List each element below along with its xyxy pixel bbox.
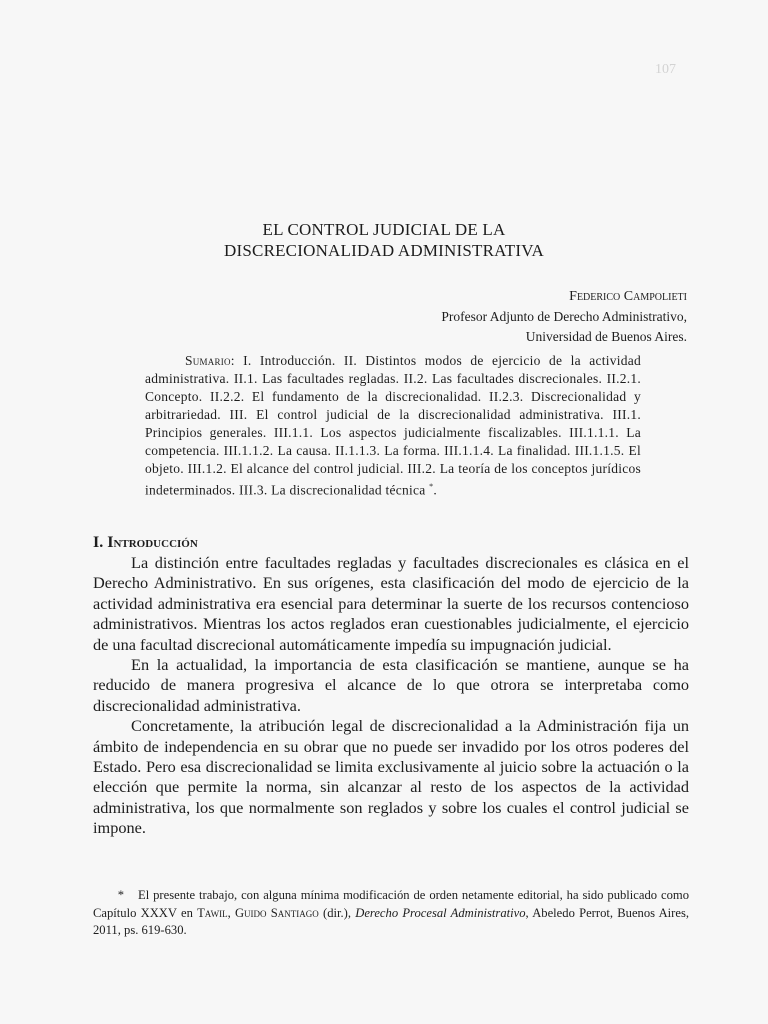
title-line-1: EL CONTROL JUDICIAL DE LA xyxy=(262,220,506,239)
paragraph: En la actualidad, la importancia de esta clasificación se mantiene, aunque se ha reducido de manera progresiva el alcance de lo que otrora se interpretaba como discrecionalidad administrativa. xyxy=(93,655,689,715)
summary-lead: Sumario: xyxy=(185,353,235,368)
author-block xyxy=(441,287,687,347)
footnote-reference: * xyxy=(429,482,434,491)
author-position: Profesor Adjunto de Derecho Administrativo, xyxy=(441,309,687,324)
paragraph: Concretamente, la atribución legal de discrecionalidad a la Administración fija un ámbito de independencia en su obrar que no puede ser invadido por los otros poderes del Estado. Pero esa discrecionalidad se limita exclusivamente al juicio sobre la actuación o la elección que permite la norma, sin alcanzar al resto de los aspectos de la actividad administrativa, los que normalmente son reglados y sobre los cuales el control judicial se impone. xyxy=(93,716,689,838)
section-title: Introducción xyxy=(107,534,198,551)
footnote-author: Tawil, Guido Santiago xyxy=(197,905,319,920)
footnote-text-2: (dir.), xyxy=(318,905,356,920)
article-title xyxy=(0,219,768,261)
footnote xyxy=(93,887,689,940)
section-number: I. xyxy=(93,534,108,551)
paragraph: La distinción entre facultades regladas y facultades discrecionales es clásica en el Derecho Administrativo. En sus orígenes, esta clasificación del modo de ejercicio de la actividad administrativa era esencial para determinar la suerte de los recursos contencioso administrativos. Mientras los actos reglados eran cuestionables judicialmente, el ejercicio de una facultad discrecional automáticamente impedía su impugnación judicial. xyxy=(93,553,689,654)
footnote-text-1: El presente trabajo, con alguna mínima modificación de orden netamente editorial, ha sido publicado como Capítulo XXXV en xyxy=(93,888,689,920)
summary xyxy=(145,352,641,500)
title-line-2: DISCRECIONALIDAD ADMINISTRATIVA xyxy=(224,241,544,260)
author-affiliation: Universidad de Buenos Aires. xyxy=(525,329,687,344)
author-name: Federico Campolieti xyxy=(569,289,687,304)
footnote-marker: * xyxy=(117,888,124,902)
section-heading xyxy=(93,533,198,553)
page-number: 107 xyxy=(655,62,676,77)
footnote-book-title: Derecho Procesal Administrativo xyxy=(355,905,526,920)
summary-text: I. Introducción. II. Distintos modos de ejercicio de la actividad administrativa. II.1. Las facultades regladas. II.2. Las facultades discrecionales. II.2.1. Concepto. II.2.2. El fundamento de la discrecionalidad. II.2.3. Discrecionalidad y arbitrariedad. III. El control judicial de la discrecionalidad administrativa. III.1. Principios generales. III.1.1. Los aspectos judicialmente fiscalizables. III.1.1.1. La competencia. III.1.1.2. La causa. II.1.1.3. La forma. III.1.1.4. La finalidad. III.1.1.5. El objeto. III.1.2. El alcance del control judicial. III.2. La teoría de los conceptos jurídicos indeterminados. III.3. La discrecionalidad técnica xyxy=(145,353,641,498)
footnote-text-3: , Abeledo Perrot, Buenos Aires, 2011, ps. 619-630. xyxy=(93,905,689,937)
body-text xyxy=(93,553,689,839)
summary-end: . xyxy=(433,482,438,498)
